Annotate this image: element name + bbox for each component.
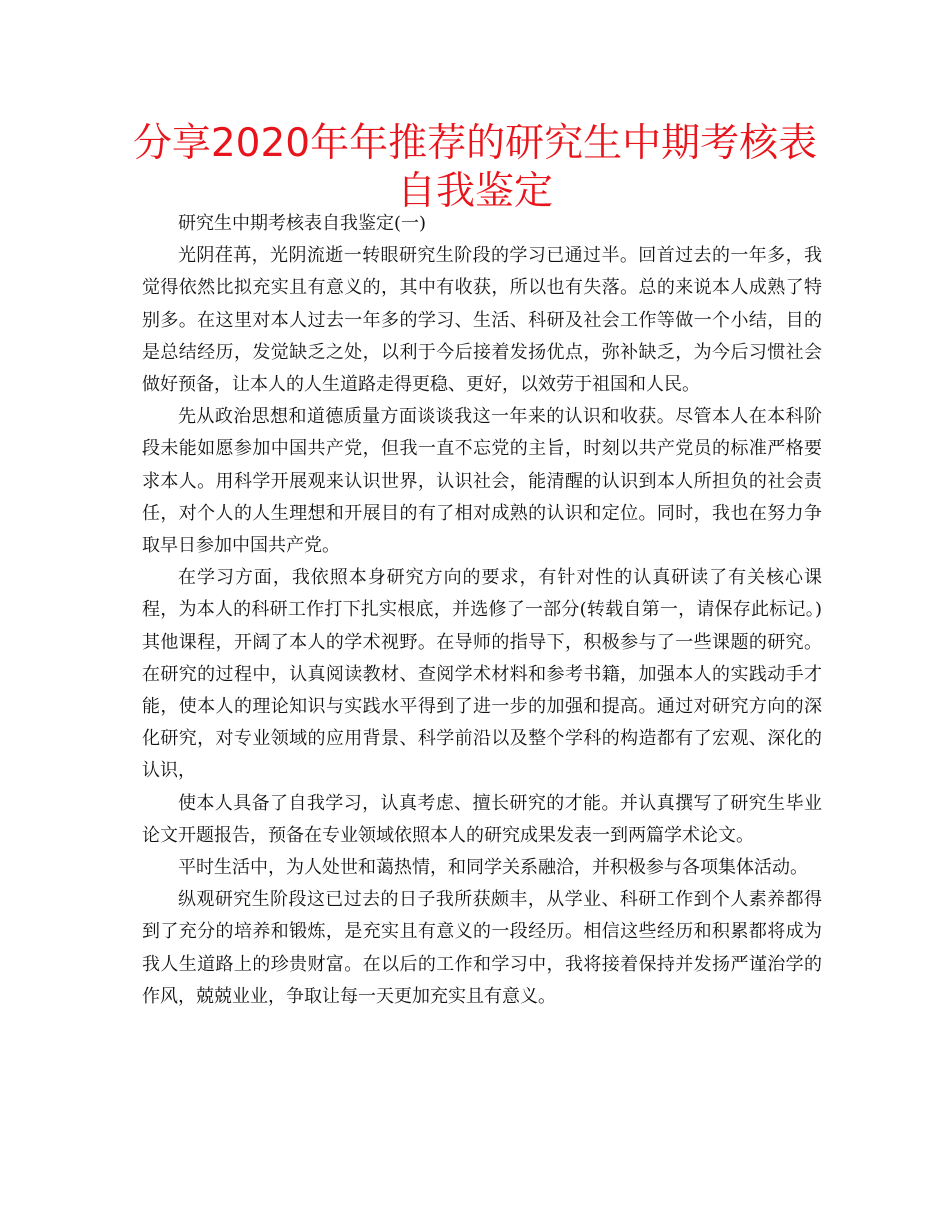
subheading-paragraph: 研究生中期考核表自我鉴定(一) bbox=[178, 213, 427, 234]
politics-paragraph: 先从政治思想和道德质量方面谈谈我这一年来的认识和收获。尽管本人在本科阶段未能如愿参加中国共产党，但我一直不忘党的主旨，时刻以共产党员的标准严格要求本人。用科学开展观来认识世界，认识社会，能清醒的认识到本人所担负的社会责任，对个人的人生理想和开展目的有了相对成熟的认识和定位。同时，我也在努力争取早日参加中国共产党。 bbox=[142, 406, 822, 557]
document-title: 分享2020年年推荐的研究生中期考核表自我鉴定 bbox=[132, 121, 818, 214]
document-body bbox=[142, 208, 822, 1013]
life-paragraph: 平时生活中，为人处世和蔼热情，和同学关系融洽，并积极参与各项集体活动。 bbox=[178, 857, 808, 879]
study-paragraph: 在学习方面，我依照本身研究方向的要求，有针对性的认真研读了有关核心课程，为本人的科研工作打下扎实根底，并选修了一部分(转载自第一，请保存此标记。)其他课程，开阔了本人的学术视野。在导师的指导下，积极参与了一些课题的研究。在研究的过程中，认真阅读教材、查阅学术材料和参考书籍，加强本人的实践动手才能，使本人的理论知识与实践水平得到了进一步的加强和提高。通过对研究方向的深化研究，对专业领域的应用背景、科学前沿以及整个学科的构造都有了宏观、深化的认识， bbox=[142, 567, 822, 782]
abilities-paragraph: 使本人具备了自我学习，认真考虑、擅长研究的才能。并认真撰写了研究生毕业论文开题报告，预备在专业领域依照本人的研究成果发表一到两篇学术论文。 bbox=[142, 792, 822, 846]
intro-paragraph: 光阴荏苒，光阴流逝一转眼研究生阶段的学习已通过半。回首过去的一年多，我觉得依然比拟充实且有意义的，其中有收获，所以也有失落。总的来说本人成熟了特别多。在这里对本人过去一年多的学习、生活、科研及社会工作等做一个小结，目的是总结经历，发觉缺乏之处，以利于今后接着发扬优点，弥补缺乏，为今后习惯社会做好预备，让本人的人生道路走得更稳、更好，以效劳于祖国和人民。 bbox=[142, 245, 822, 396]
conclusion-paragraph: 纵观研究生阶段这已过去的日子我所获颇丰，从学业、科研工作到个人素养都得到了充分的培养和锻炼，是充实且有意义的一段经历。相信这些经历和积累都将成为我人生道路上的珍贵财富。在以后的工作和学习中，我将接着保持并发扬严谨治学的作风，兢兢业业，争取让每一天更加充实且有意义。 bbox=[142, 889, 822, 1007]
